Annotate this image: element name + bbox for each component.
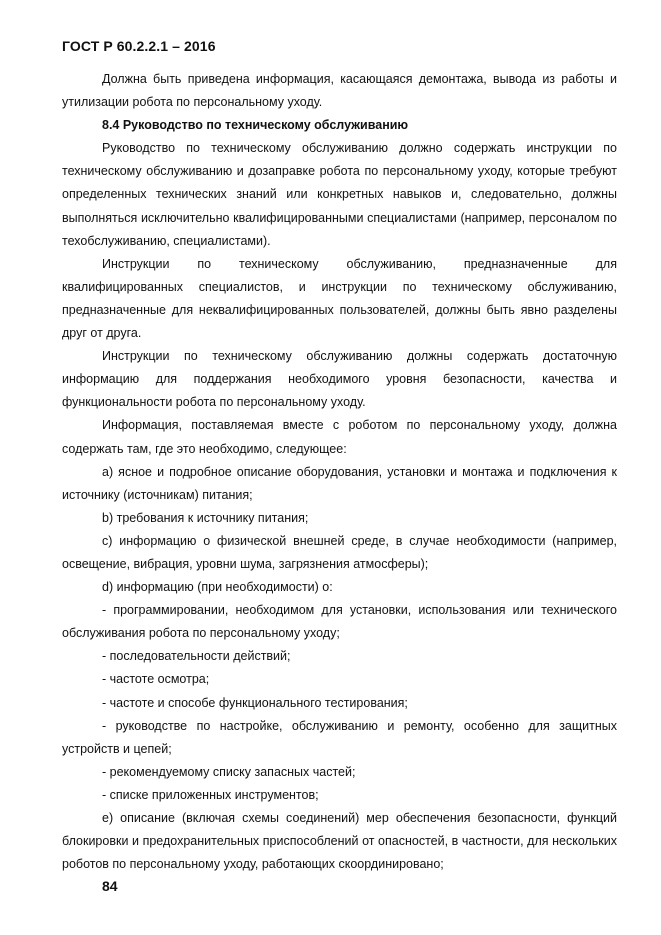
section-heading: 8.4 Руководство по техническому обслуживанию: [102, 118, 409, 133]
paragraph-dismantling: Должна быть приведена информация, касающаяся демонтажа, вывода из работы и утилизации робота по персональному уходу.: [62, 72, 617, 110]
document-body: [62, 68, 617, 876]
list-item-c: с) информацию о физической внешней среде, в случае необходимости (например, освещение, вибрация, уровни шума, загрязнения атмосферы);: [62, 533, 617, 571]
dash-item-spare-parts: - рекомендуемому списку запасных частей;: [102, 764, 356, 779]
list-item-b: b) требования к источнику питания;: [102, 510, 309, 525]
standard-header: ГОСТ Р 60.2.2.1 – 2016: [62, 38, 216, 54]
paragraph-supplied-info: Информация, поставляемая вместе с роботом по персональному уходу, должна содержать там, где это необходимо, следующее:: [62, 418, 617, 456]
list-item-a: а) ясное и подробное описание оборудования, установки и монтажа и подключения к источнику (источникам) питания;: [62, 464, 617, 502]
dash-item-testing: - частоте и способе функционального тестирования;: [102, 695, 408, 710]
paragraph-instructions-content: Инструкции по техническому обслуживанию должны содержать достаточную информацию для поддержания необходимого уровня безопасности, качества и функциональности робота по персональному уходу.: [62, 349, 617, 410]
dash-item-tools: - списке приложенных инструментов;: [102, 787, 319, 802]
dash-item-programming: - программировании, необходимом для установки, использования или технического обслуживания робота по персональному уходу;: [62, 603, 617, 641]
paragraph-instructions-separation: Инструкции по техническому обслуживанию, предназначенные для квалифицированных специалистов, и инструкции по техническому обслуживанию, предназначенные для неквалифицированных пользователей, должны быть явно разделены друг от друга.: [62, 256, 617, 341]
dash-item-inspection: - частоте осмотра;: [102, 672, 210, 687]
paragraph-maintenance-manual: Руководство по техническому обслуживанию должно содержать инструкции по техническому обслуживанию и дозаправке робота по персональному уходу, которые требуют определенных технических знаний или конкретных навыков и, следовательно, должны выполняться исключительно квалифицированными специалистами (например, персоналом по техобслуживанию, специалистами).: [62, 141, 617, 248]
page-number: 84: [102, 878, 118, 894]
list-item-e: е) описание (включая схемы соединений) мер обеспечения безопасности, функций блокировки и предохранительных приспособлений от опасностей, в частности, для нескольких роботов по персональному уходу, работающих скоординировано;: [62, 811, 617, 872]
dash-item-sequence: - последовательности действий;: [102, 649, 291, 664]
dash-item-repair-guide: - руководстве по настройке, обслуживанию и ремонту, особенно для защитных устройств и цепей;: [62, 718, 617, 756]
list-item-d: d) информацию (при необходимости) о:: [102, 580, 333, 595]
